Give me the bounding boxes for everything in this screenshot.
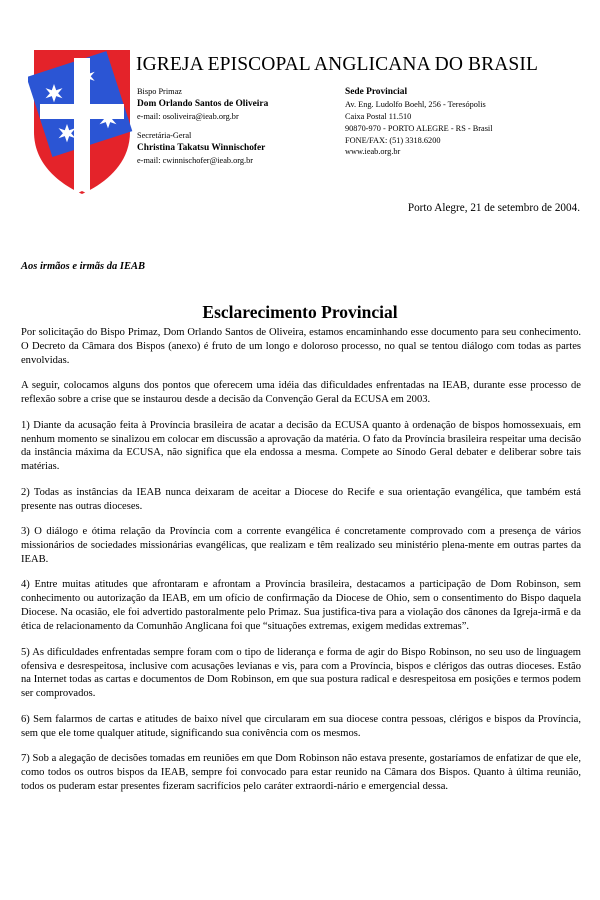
sede-address-line: Caixa Postal 11.510: [345, 112, 412, 122]
paragraph-lead: A seguir, colocamos alguns dos pontos que oferecem uma idéia das dificuldades enfrentadas na IEAB, durante esse processo de reflexão sobre a crise que se instaurou desde a decisão da Convenção Geral da ECUSA em 2003.: [21, 380, 581, 406]
contact-email: e-mail: osoliveira@ieab.org.br: [137, 112, 239, 122]
paragraph-item-1: 1) Diante da acusação feita à Província brasileira de acatar a decisão da ECUSA quanto à ordenação de bispos homossexuais, em nenhum momento se sinalizou em colocar em discussão a aprovação da matéria. O fato da Província brasileira respeitar uma decisão da instância máxima da ECUSA, não significa que ela endossa a mesma. Compete ao Sínodo Geral debater e deliberar sobre tais matérias.: [21, 419, 581, 473]
organization-title: IGREJA EPISCOPAL ANGLICANA DO BRASIL: [136, 54, 538, 75]
contact-role: Secretária-Geral: [137, 130, 192, 140]
sede-address-line: Av. Eng. Ludolfo Boehl, 256 - Teresópolis: [345, 100, 486, 110]
addressee-line: Aos irmãos e irmãs da IEAB: [21, 261, 145, 272]
contact-block-left: [137, 86, 337, 167]
page-title: Esclarecimento Provincial: [202, 301, 398, 322]
paragraph-item-2: 2) Todas as instâncias da IEAB nunca deixaram de aceitar a Diocese do Recife e sua orientação evangélica, que também está presente nas outras dioceses.: [21, 486, 581, 512]
paragraph-item-3: 3) O diálogo e ótima relação da Província com a corrente evangélica é concretamente comprovado com a presença de vários missionários de sociedades missionárias evangélicas, que realizam e têm realizado seu ministério plena-mente em outras partes da IEAB.: [21, 526, 581, 565]
paragraph-item-7: 7) Sob a alegação de decisões tomadas em reuniões em que Dom Robinson não estava presente, gostaríamos de enfatizar de que ele, como todos os outros bispos da IEAB, sempre foi convocado para estar reunido na Câmara dos Bispos. Quanto à última reunião, todos os puderam estar presentes fizeram sacrifícios pelo caráter extraordi-nário e emergencial dessa.: [21, 753, 581, 792]
letterhead: [0, 0, 600, 175]
paragraph-item-4: 4) Entre muitas atitudes que afrontaram e afrontam a Província brasileira, destacamos a participação de Dom Robinson, sem conhecimento ou autorização da IEAB, em um ofício de confirmação da Diocese de Ohio, sem o consentimento do Bispo daquela Diocese. Na ocasião, ele foi advertido pastoralmente pelo Primaz. Sua justifica-tiva para a violação dos cânones da Igreja-irmã e da ética de relacionamento da Comunhão Anglicana foi que “situações extremas, exigem medidas extremas”.: [21, 579, 581, 633]
sede-address-line: 90870-970 - PORTO ALEGRE - RS - Brasil: [345, 123, 493, 133]
date-line: Porto Alegre, 21 de setembro de 2004.: [407, 202, 580, 214]
paragraph-item-5: 5) As dificuldades enfrentadas sempre foram com o tipo de liderança e forma de agir do Bispo Robinson, no seu uso de linguagem ofensiva e desrespeitosa, inclusive com acusações levianas e vis, para com a Província, bispos e clérigos das outras dioceses. Estão na Internet todas as cartas e documentos de Dom Robinson, em que sua postura radical e desrespeitosa em posições e termos podem ser comprovados.: [21, 646, 581, 700]
contact-primaz: [137, 86, 337, 123]
paragraph-intro: Por solicitação do Bispo Primaz, Dom Orlando Santos de Oliveira, estamos encaminhando esse documento para seu conhecimento. O Decreto da Câmara dos Bispos (anexo) é fruto de um longo e doloroso processo, no qual se tentou diálogo com todas as partes envolvidas.: [21, 327, 581, 366]
contact-email: e-mail: cwinnischofer@ieab.org.br: [137, 156, 253, 166]
contact-name: Christina Takatsu Winnischofer: [137, 142, 266, 153]
sede-provincial-heading: Sede Provincial: [345, 87, 408, 97]
sede-website-line: www.ieab.org.br: [345, 147, 401, 157]
sede-phone-line: FONE/FAX: (51) 3318.6200: [345, 135, 441, 145]
paragraph-item-6: 6) Sem falarmos de cartas e atitudes de baixo nível que circularam em sua diocese contra pessoas, clérigos e bispos da Província, sem que ele tome qualquer atitude, significando sua conivência com os mesmos.: [21, 713, 581, 739]
letter-body: [21, 326, 581, 794]
contact-role: Bispo Primaz: [137, 87, 182, 96]
contact-name: Dom Orlando Santos de Oliveira: [137, 98, 269, 109]
contact-secretaria-geral: [137, 130, 337, 167]
contact-block-right: [345, 86, 575, 158]
ieab-shield-logo-icon: [28, 46, 136, 196]
